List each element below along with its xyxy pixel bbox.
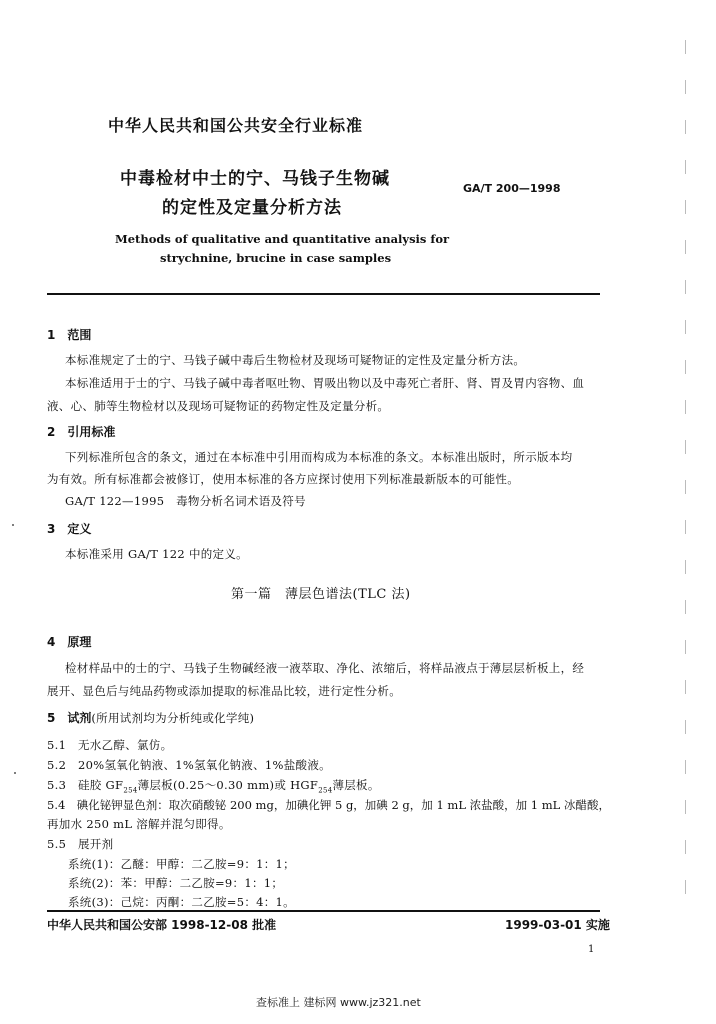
watermark-link[interactable]: 查标准上 建标网 www.jz321.net (256, 996, 421, 1009)
reagent-text: 薄层板。 (332, 778, 380, 792)
part-title: 第一篇 薄层色谱法(TLC 法) (231, 587, 411, 602)
reagent-item: 5.2 20%氢氧化钠液、1%氢氧化钠液、1%盐酸液。 (47, 758, 331, 772)
scan-edge-artifact (685, 40, 686, 910)
section-1-heading: 1 范围 (47, 328, 92, 342)
section-5-note: (所用试剂均为分析纯或化学纯) (91, 711, 255, 725)
reagent-text: 5.3 硅胶 GF (47, 778, 124, 792)
paragraph: 本标准适用于士的宁、马钱子碱中毒者呕吐物、胃吸出物以及中毒死亡者肝、肾、胃及胃内容物、血 (65, 376, 585, 390)
paragraph: 检材样品中的士的宁、马钱子生物碱经液一液萃取、净化、浓缩后，将样品液点于薄层层析板上，经 (65, 661, 585, 675)
footer-rule (47, 910, 600, 912)
reagent-item: 5.4 碘化铋钾显色剂：取次硝酸铋 200 mg，加碘化钾 5 g，加碘 2 g，加 1 mL 浓盐酸，加 1 mL 冰醋酸， (47, 798, 610, 812)
section-3-heading: 3 定义 (47, 522, 92, 536)
paragraph: 本标准采用 GA/T 122 中的定义。 (65, 547, 248, 561)
reagent-item: 5.1 无水乙醇、氯仿。 (47, 738, 173, 752)
scan-speck (12, 524, 14, 526)
paragraph: 展开、显色后与纯品药物或添加提取的标准品比较，进行定性分析。 (47, 684, 401, 698)
scan-speck (14, 772, 16, 774)
section-2-heading: 2 引用标准 (47, 425, 116, 439)
english-title-line-1: Methods of qualitative and quantitative analysis for (115, 232, 450, 246)
implementation-date: 1999-03-01 实施 (505, 918, 610, 932)
org-title: 中华人民共和国公共安全行业标准 (108, 116, 364, 135)
reagent-text: 薄层板(0.25～0.30 mm)或 HGF (137, 778, 319, 792)
paragraph: 为有效。所有标准都会被修订，使用本标准的各方应探讨使用下列标准最新版本的可能性。 (47, 472, 519, 486)
section-5-heading-row (47, 709, 254, 726)
standard-code: GA/T 200—1998 (463, 182, 561, 195)
solvent-system: 系统(2)：苯：甲醇：二乙胺=9：1：1； (68, 876, 284, 890)
english-title-line-2: strychnine, brucine in case samples (160, 251, 392, 265)
reagent-item: 5.5 展开剂 (47, 837, 114, 851)
reagent-item: 再加水 250 mL 溶解并混匀即得。 (47, 817, 231, 831)
subscript: 254 (123, 786, 138, 795)
header-rule (47, 293, 600, 295)
page-number: 1 (588, 944, 595, 955)
subscript: 254 (318, 786, 333, 795)
solvent-system: 系统(3)：己烷：丙酮：二乙胺=5：4：1。 (68, 895, 295, 909)
paragraph: 下列标准所包含的条文，通过在本标准中引用而构成为本标准的条文。本标准出版时，所示版本均 (65, 450, 573, 464)
paragraph: 本标准规定了士的宁、马钱子碱中毒后生物检材及现场可疑物证的定性及定量分析方法。 (65, 353, 526, 367)
reference-item: GA/T 122—1995 毒物分析名词术语及符号 (65, 494, 306, 508)
title-line-2: 的定性及定量分析方法 (162, 198, 342, 218)
title-line-1: 中毒检材中士的宁、马钱子生物碱 (120, 169, 390, 189)
paragraph: 液、心、肺等生物检材以及现场可疑物证的药物定性及定量分析。 (47, 399, 390, 413)
solvent-system: 系统(1)：乙醚：甲醇：二乙胺=9：1：1； (68, 857, 295, 871)
approval-line: 中华人民共和国公安部 1998-12-08 批准 (47, 918, 277, 932)
section-4-heading: 4 原理 (47, 635, 92, 649)
reagent-item-5-3 (47, 777, 380, 794)
section-5-heading: 5 试剂 (47, 711, 92, 725)
